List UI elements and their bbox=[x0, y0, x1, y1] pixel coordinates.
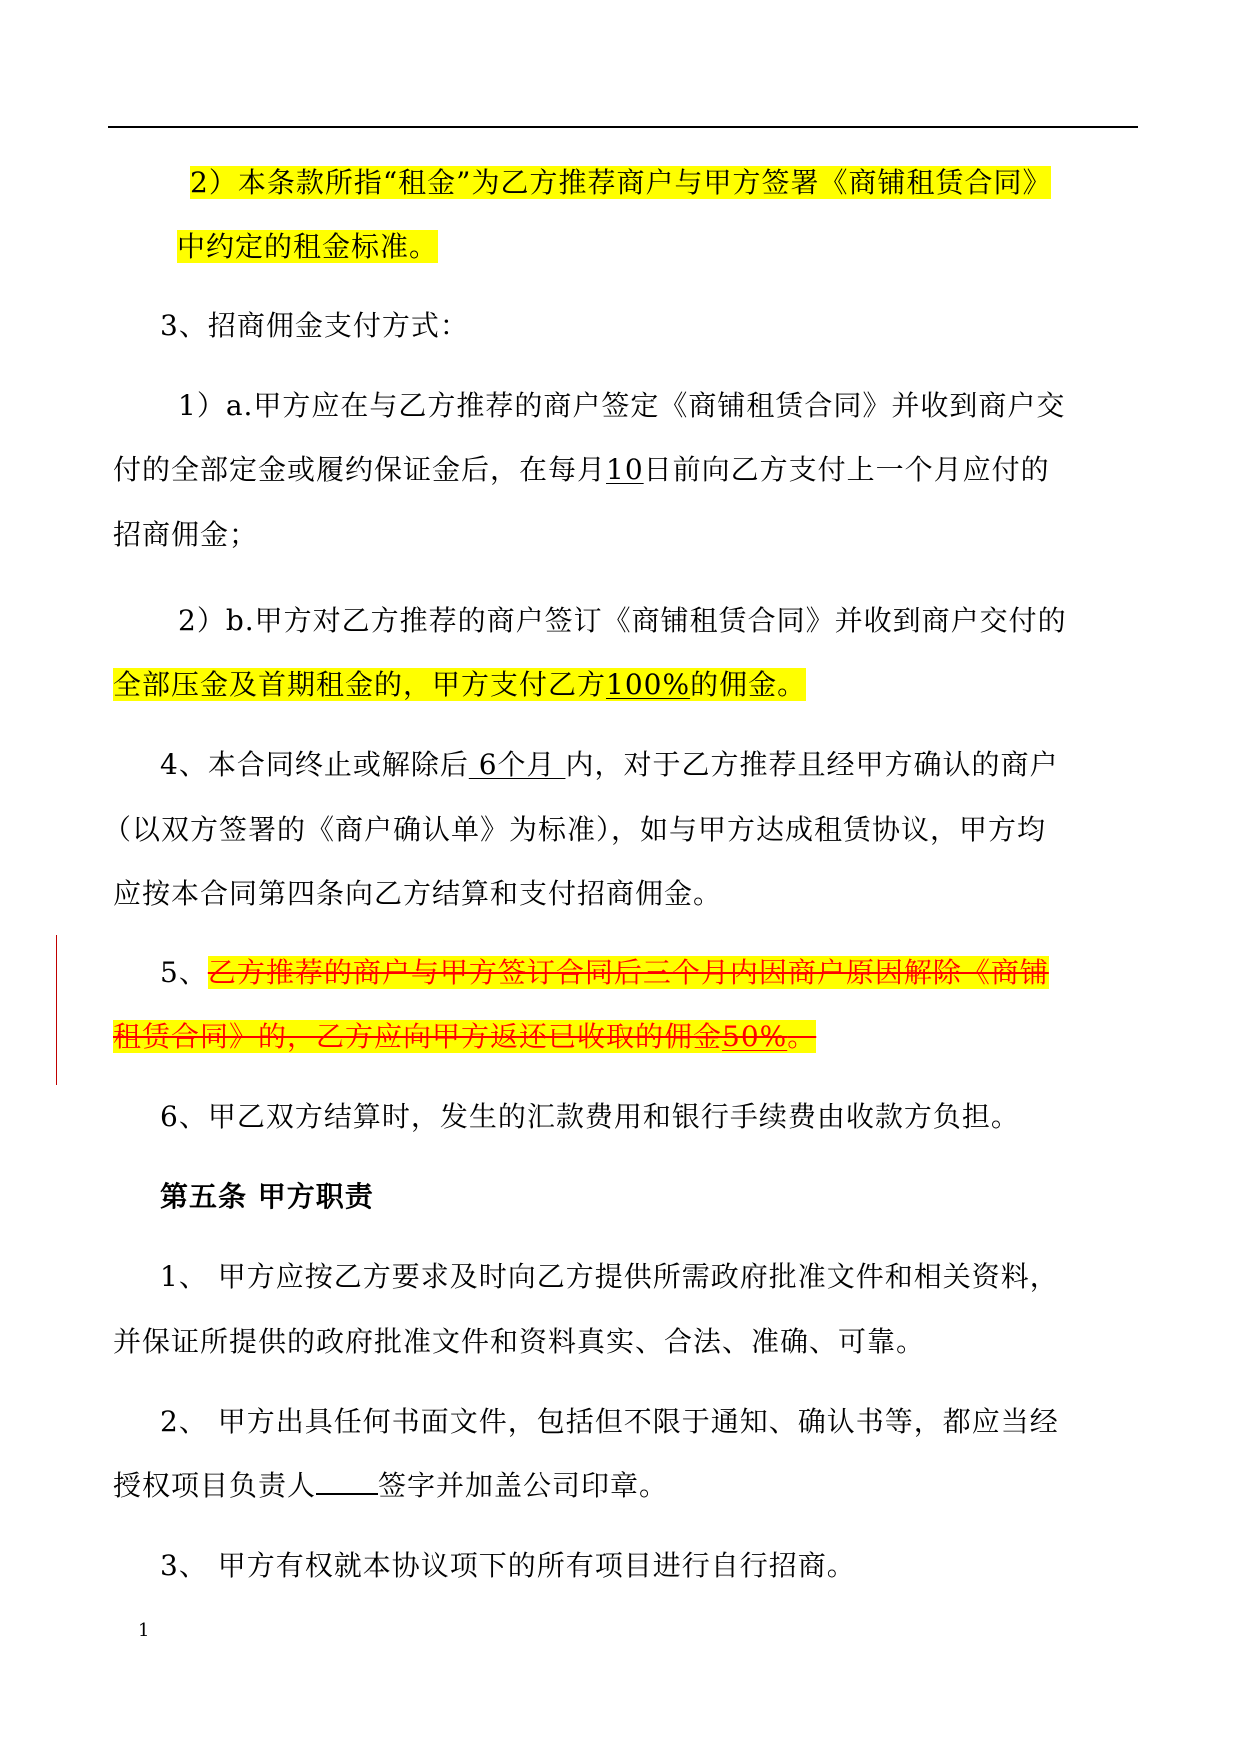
clause-5-item-2-post: 签字并加盖公司印章。 bbox=[378, 1469, 669, 1502]
item-3b-line-2 bbox=[113, 665, 806, 705]
item-3a-line-1: 1）a.甲方应在与乙方推荐的商户签定《商铺租赁合同》并收到商户交 bbox=[178, 389, 1066, 422]
item-3b-line-1: 2）b.甲方对乙方推荐的商户签订《商铺租赁合同》并收到商户交付的 bbox=[178, 604, 1067, 637]
header-rule bbox=[108, 126, 1138, 128]
item-5-line-2 bbox=[113, 1017, 816, 1057]
item-5-deleted-text-2: 租赁合同》的，乙方应向甲方返还已收取的佣金 bbox=[113, 1020, 723, 1053]
clause-5-heading: 第五条 甲方职责 bbox=[160, 1180, 374, 1213]
clause-5-item-2-line-2 bbox=[113, 1466, 668, 1506]
item-3a-line-2 bbox=[113, 450, 1050, 490]
rent-definition-quote: “租金” bbox=[382, 166, 472, 199]
payment-day: 10 bbox=[606, 453, 644, 486]
rent-definition-line-1 bbox=[190, 163, 1051, 203]
item-5-number: 5、 bbox=[160, 956, 208, 989]
page-number: 1 bbox=[138, 1620, 150, 1641]
rent-definition-line-2 bbox=[177, 227, 438, 267]
rent-definition-rest: 为乙方推荐商户与甲方签署《商铺租赁合同》 bbox=[471, 166, 1052, 199]
item-3b-line-2-post: 的佣金。 bbox=[690, 668, 807, 701]
item-4-line-1-post: 内，对于乙方推荐且经甲方确认的商户 bbox=[565, 748, 1059, 781]
clause-5-item-1-line-2: 并保证所提供的政府批准文件和资料真实、合法、准确、可靠。 bbox=[113, 1325, 926, 1358]
item-4-line-3: 应按本合同第四条向乙方结算和支付招商佣金。 bbox=[113, 877, 723, 910]
termination-period: 6个月 bbox=[468, 748, 566, 781]
item-4-line-2: （以双方签署的《商户确认单》为标准），如与甲方达成租赁协议，甲方均 bbox=[103, 813, 1047, 846]
rent-definition-continuation: 中约定的租金标准。 bbox=[177, 230, 439, 263]
commission-percent: 100% bbox=[606, 668, 691, 701]
item-5-deleted-text-1: 乙方推荐的商户与甲方签订合同后三个月内因商户原因解除《商铺 bbox=[207, 956, 1049, 989]
change-bar bbox=[56, 935, 57, 1085]
item-3a-line-2-pre: 付的全部定金或履约保证金后，在每月 bbox=[113, 453, 607, 486]
item-4-line-1 bbox=[160, 745, 1058, 785]
clause-5-item-2-line-1: 2、 甲方出具任何书面文件，包括但不限于通知、确认书等，都应当经 bbox=[160, 1405, 1059, 1438]
clause-5-item-2-pre: 授权项目负责人 bbox=[113, 1469, 317, 1502]
clause-5-item-1-line-1: 1、 甲方应按乙方要求及时向乙方提供所需政府批准文件和相关资料， bbox=[160, 1260, 1059, 1293]
item-3b-line-2-pre: 全部压金及首期租金的，甲方支付乙方 bbox=[113, 668, 607, 701]
item-6: 6、甲乙双方结算时，发生的汇款费用和银行手续费由收款方负担。 bbox=[160, 1100, 1020, 1133]
item-5-line-1 bbox=[160, 953, 1049, 993]
rent-definition-prefix: 2）本条款所指 bbox=[190, 166, 383, 199]
item-3a-line-3: 招商佣金； bbox=[113, 518, 259, 551]
item-5-deleted-end: 。 bbox=[787, 1020, 817, 1053]
refund-percent: 50% bbox=[722, 1020, 788, 1053]
item-3a-line-2-post: 日前向乙方支付上一个月应付的 bbox=[643, 453, 1050, 486]
clause-5-item-3: 3、 甲方有权就本协议项下的所有项目进行自行招商。 bbox=[160, 1549, 856, 1582]
signature-blank bbox=[316, 1467, 378, 1495]
payment-method-title: 3、招商佣金支付方式： bbox=[160, 309, 469, 342]
item-4-line-1-pre: 4、本合同终止或解除后 bbox=[160, 748, 469, 781]
